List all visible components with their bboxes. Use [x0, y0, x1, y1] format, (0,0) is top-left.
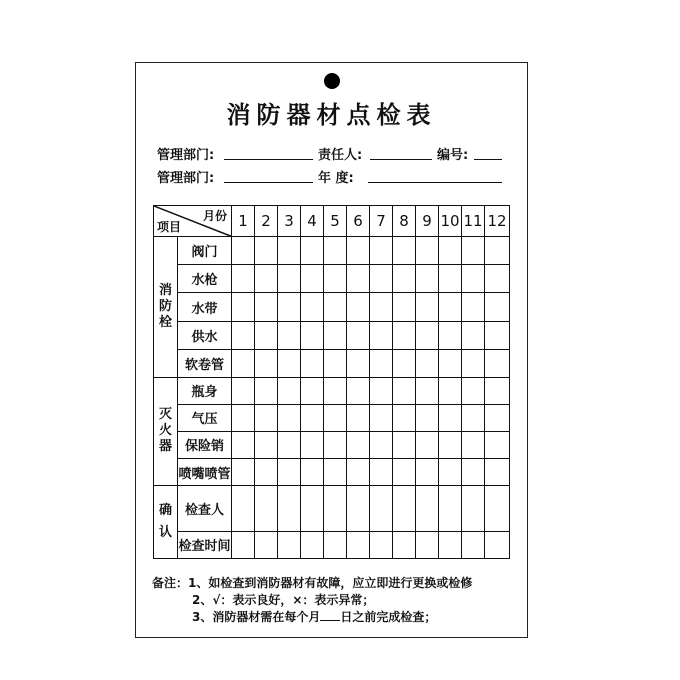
- item-label: 水带: [178, 293, 232, 321]
- check-cell[interactable]: [462, 237, 485, 265]
- month-header: 12: [485, 206, 510, 237]
- check-cell[interactable]: [370, 458, 393, 485]
- table-row: [154, 486, 510, 532]
- month-header: 3: [278, 206, 301, 237]
- check-cell[interactable]: [393, 349, 416, 377]
- check-cell[interactable]: [370, 265, 393, 293]
- check-cell[interactable]: [278, 349, 301, 377]
- check-cell[interactable]: [255, 531, 278, 558]
- check-cell[interactable]: [370, 349, 393, 377]
- check-cell[interactable]: [347, 377, 370, 404]
- check-cell[interactable]: [278, 293, 301, 321]
- check-cell[interactable]: [416, 531, 439, 558]
- check-cell[interactable]: [439, 237, 462, 265]
- check-cell[interactable]: [301, 237, 324, 265]
- dept-field-2[interactable]: [224, 182, 313, 183]
- check-cell[interactable]: [485, 531, 510, 558]
- notes-section: [152, 575, 472, 626]
- check-cell[interactable]: [416, 237, 439, 265]
- check-cell[interactable]: [324, 531, 347, 558]
- check-cell[interactable]: [232, 293, 255, 321]
- month-header: 2: [255, 206, 278, 237]
- check-cell[interactable]: [255, 321, 278, 349]
- note-row-2: [152, 592, 472, 609]
- check-cell[interactable]: [278, 531, 301, 558]
- check-cell[interactable]: [324, 431, 347, 458]
- table-row: [154, 349, 510, 377]
- check-cell[interactable]: [255, 486, 278, 532]
- check-cell[interactable]: [347, 237, 370, 265]
- check-cell[interactable]: [485, 377, 510, 404]
- inspection-table: [153, 205, 510, 559]
- check-cell[interactable]: [393, 486, 416, 532]
- check-cell[interactable]: [485, 349, 510, 377]
- check-cell[interactable]: [232, 237, 255, 265]
- check-cell[interactable]: [347, 404, 370, 431]
- check-cell[interactable]: [439, 486, 462, 532]
- item-label: 喷嘴喷管: [178, 458, 232, 485]
- month-header: 11: [462, 206, 485, 237]
- month-header: 8: [393, 206, 416, 237]
- header-row: [154, 206, 510, 237]
- check-cell[interactable]: [393, 237, 416, 265]
- check-cell[interactable]: [416, 486, 439, 532]
- day-blank[interactable]: [320, 609, 340, 621]
- check-cell[interactable]: [278, 237, 301, 265]
- table-row: [154, 293, 510, 321]
- table-row: [154, 237, 510, 265]
- check-cell[interactable]: [301, 293, 324, 321]
- item-label: 检查时间: [178, 531, 232, 558]
- check-cell[interactable]: [393, 531, 416, 558]
- corner-item-label: 项目: [157, 220, 182, 235]
- check-cell[interactable]: [301, 321, 324, 349]
- check-cell[interactable]: [255, 237, 278, 265]
- check-cell[interactable]: [439, 293, 462, 321]
- table-row: [154, 321, 510, 349]
- item-label: 水枪: [178, 265, 232, 293]
- check-cell[interactable]: [416, 321, 439, 349]
- check-cell[interactable]: [255, 349, 278, 377]
- check-cell[interactable]: [370, 404, 393, 431]
- item-label: 气压: [178, 404, 232, 431]
- item-label: 软卷管: [178, 349, 232, 377]
- check-cell[interactable]: [416, 377, 439, 404]
- check-cell[interactable]: [301, 486, 324, 532]
- check-cell[interactable]: [485, 321, 510, 349]
- group-label: 灭 火 器: [154, 377, 178, 485]
- item-label: 瓶身: [178, 377, 232, 404]
- check-cell[interactable]: [485, 431, 510, 458]
- notes-prefix: 备注：: [152, 576, 189, 590]
- check-cell[interactable]: [232, 531, 255, 558]
- dept-field-1[interactable]: [224, 159, 313, 160]
- check-cell[interactable]: [462, 265, 485, 293]
- note-1: 1、如检查到消防器材有故障，应立即进行更换或检修: [188, 576, 473, 590]
- number-label: 编号:: [437, 148, 469, 163]
- check-cell[interactable]: [439, 431, 462, 458]
- check-cell[interactable]: [301, 431, 324, 458]
- check-cell[interactable]: [255, 377, 278, 404]
- check-cell[interactable]: [439, 321, 462, 349]
- note-row-3: [152, 609, 472, 626]
- check-cell[interactable]: [232, 431, 255, 458]
- check-cell[interactable]: [393, 431, 416, 458]
- group-label: 消 防 栓: [154, 237, 178, 378]
- check-cell[interactable]: [393, 404, 416, 431]
- check-cell[interactable]: [255, 431, 278, 458]
- check-cell[interactable]: [324, 293, 347, 321]
- table-row: [154, 377, 510, 404]
- month-header: 9: [416, 206, 439, 237]
- check-cell[interactable]: [370, 377, 393, 404]
- check-cell[interactable]: [347, 321, 370, 349]
- check-cell[interactable]: [301, 531, 324, 558]
- check-cell[interactable]: [416, 293, 439, 321]
- table-row: [154, 404, 510, 431]
- corner-month-label: 月份: [202, 209, 227, 223]
- note-3-end: 日之前完成检查；: [340, 610, 437, 624]
- check-cell[interactable]: [232, 321, 255, 349]
- check-cell[interactable]: [324, 321, 347, 349]
- month-header: 5: [324, 206, 347, 237]
- check-cell[interactable]: [324, 377, 347, 404]
- check-cell[interactable]: [393, 377, 416, 404]
- check-cell[interactable]: [324, 265, 347, 293]
- check-cell[interactable]: [393, 321, 416, 349]
- check-cell[interactable]: [347, 431, 370, 458]
- check-cell[interactable]: [462, 321, 485, 349]
- item-label: 检查人: [178, 486, 232, 532]
- year-field[interactable]: [368, 182, 502, 183]
- month-header: 1: [232, 206, 255, 237]
- table-row: [154, 458, 510, 485]
- owner-field[interactable]: [370, 159, 432, 160]
- check-cell[interactable]: [347, 293, 370, 321]
- check-cell[interactable]: [347, 486, 370, 532]
- check-cell[interactable]: [324, 349, 347, 377]
- check-cell[interactable]: [324, 458, 347, 485]
- check-cell[interactable]: [370, 237, 393, 265]
- check-cell[interactable]: [301, 349, 324, 377]
- check-cell[interactable]: [255, 404, 278, 431]
- check-cell[interactable]: [416, 431, 439, 458]
- check-cell[interactable]: [416, 404, 439, 431]
- hang-hole: [324, 73, 340, 89]
- check-cell[interactable]: [278, 377, 301, 404]
- year-label: 年 度:: [318, 171, 354, 186]
- month-header: 7: [370, 206, 393, 237]
- check-cell[interactable]: [439, 265, 462, 293]
- check-cell[interactable]: [232, 486, 255, 532]
- check-cell[interactable]: [232, 349, 255, 377]
- check-cell[interactable]: [370, 293, 393, 321]
- check-cell[interactable]: [232, 377, 255, 404]
- check-cell[interactable]: [301, 404, 324, 431]
- check-cell[interactable]: [347, 265, 370, 293]
- table-row: [154, 431, 510, 458]
- check-cell[interactable]: [232, 265, 255, 293]
- check-cell[interactable]: [393, 293, 416, 321]
- check-cell[interactable]: [278, 404, 301, 431]
- check-cell[interactable]: [462, 531, 485, 558]
- check-cell[interactable]: [439, 349, 462, 377]
- check-cell[interactable]: [462, 293, 485, 321]
- month-header: 4: [301, 206, 324, 237]
- check-cell[interactable]: [485, 265, 510, 293]
- check-cell[interactable]: [462, 431, 485, 458]
- check-cell[interactable]: [462, 349, 485, 377]
- check-cell[interactable]: [485, 458, 510, 485]
- check-cell[interactable]: [462, 486, 485, 532]
- check-cell[interactable]: [462, 404, 485, 431]
- check-cell[interactable]: [370, 321, 393, 349]
- check-cell[interactable]: [416, 458, 439, 485]
- check-cell[interactable]: [393, 458, 416, 485]
- check-cell[interactable]: [393, 265, 416, 293]
- check-cell[interactable]: [324, 486, 347, 532]
- corner-cell: [154, 206, 232, 237]
- check-cell[interactable]: [278, 321, 301, 349]
- dept-label-2: 管理部门:: [157, 171, 215, 186]
- item-label: 保险销: [178, 431, 232, 458]
- month-header: 10: [439, 206, 462, 237]
- check-cell[interactable]: [462, 458, 485, 485]
- check-cell[interactable]: [301, 377, 324, 404]
- dept-label-1: 管理部门:: [157, 148, 215, 163]
- check-cell[interactable]: [370, 431, 393, 458]
- check-cell[interactable]: [439, 531, 462, 558]
- check-cell[interactable]: [485, 237, 510, 265]
- check-cell[interactable]: [347, 349, 370, 377]
- form-title: 消防器材点检表: [226, 101, 437, 129]
- check-cell[interactable]: [370, 531, 393, 558]
- check-cell[interactable]: [485, 486, 510, 532]
- check-cell[interactable]: [232, 404, 255, 431]
- item-label: 供水: [178, 321, 232, 349]
- table-row: [154, 531, 510, 558]
- item-label: 阀门: [178, 237, 232, 265]
- note-row-1: [152, 575, 472, 592]
- check-cell[interactable]: [416, 349, 439, 377]
- check-cell[interactable]: [255, 293, 278, 321]
- check-cell[interactable]: [301, 458, 324, 485]
- check-cell[interactable]: [347, 458, 370, 485]
- check-cell[interactable]: [301, 265, 324, 293]
- check-cell[interactable]: [439, 458, 462, 485]
- check-cell[interactable]: [255, 458, 278, 485]
- number-field[interactable]: [474, 159, 502, 160]
- month-header: 6: [347, 206, 370, 237]
- check-cell[interactable]: [324, 237, 347, 265]
- check-cell[interactable]: [278, 486, 301, 532]
- check-cell[interactable]: [462, 377, 485, 404]
- check-cell[interactable]: [278, 265, 301, 293]
- check-cell[interactable]: [324, 404, 347, 431]
- check-cell[interactable]: [232, 458, 255, 485]
- check-cell[interactable]: [485, 404, 510, 431]
- note-2: 2、√：表示良好，×：表示异常；: [192, 593, 375, 607]
- check-cell[interactable]: [370, 486, 393, 532]
- check-cell[interactable]: [278, 458, 301, 485]
- check-cell[interactable]: [347, 531, 370, 558]
- group-label: 确 认: [154, 486, 178, 559]
- check-cell[interactable]: [416, 265, 439, 293]
- check-cell[interactable]: [439, 404, 462, 431]
- check-cell[interactable]: [255, 265, 278, 293]
- owner-label: 责任人:: [318, 148, 363, 163]
- check-cell[interactable]: [485, 293, 510, 321]
- check-cell[interactable]: [439, 377, 462, 404]
- note-3-start: 3、消防器材需在每个月: [192, 610, 321, 624]
- check-cell[interactable]: [278, 431, 301, 458]
- table-row: [154, 265, 510, 293]
